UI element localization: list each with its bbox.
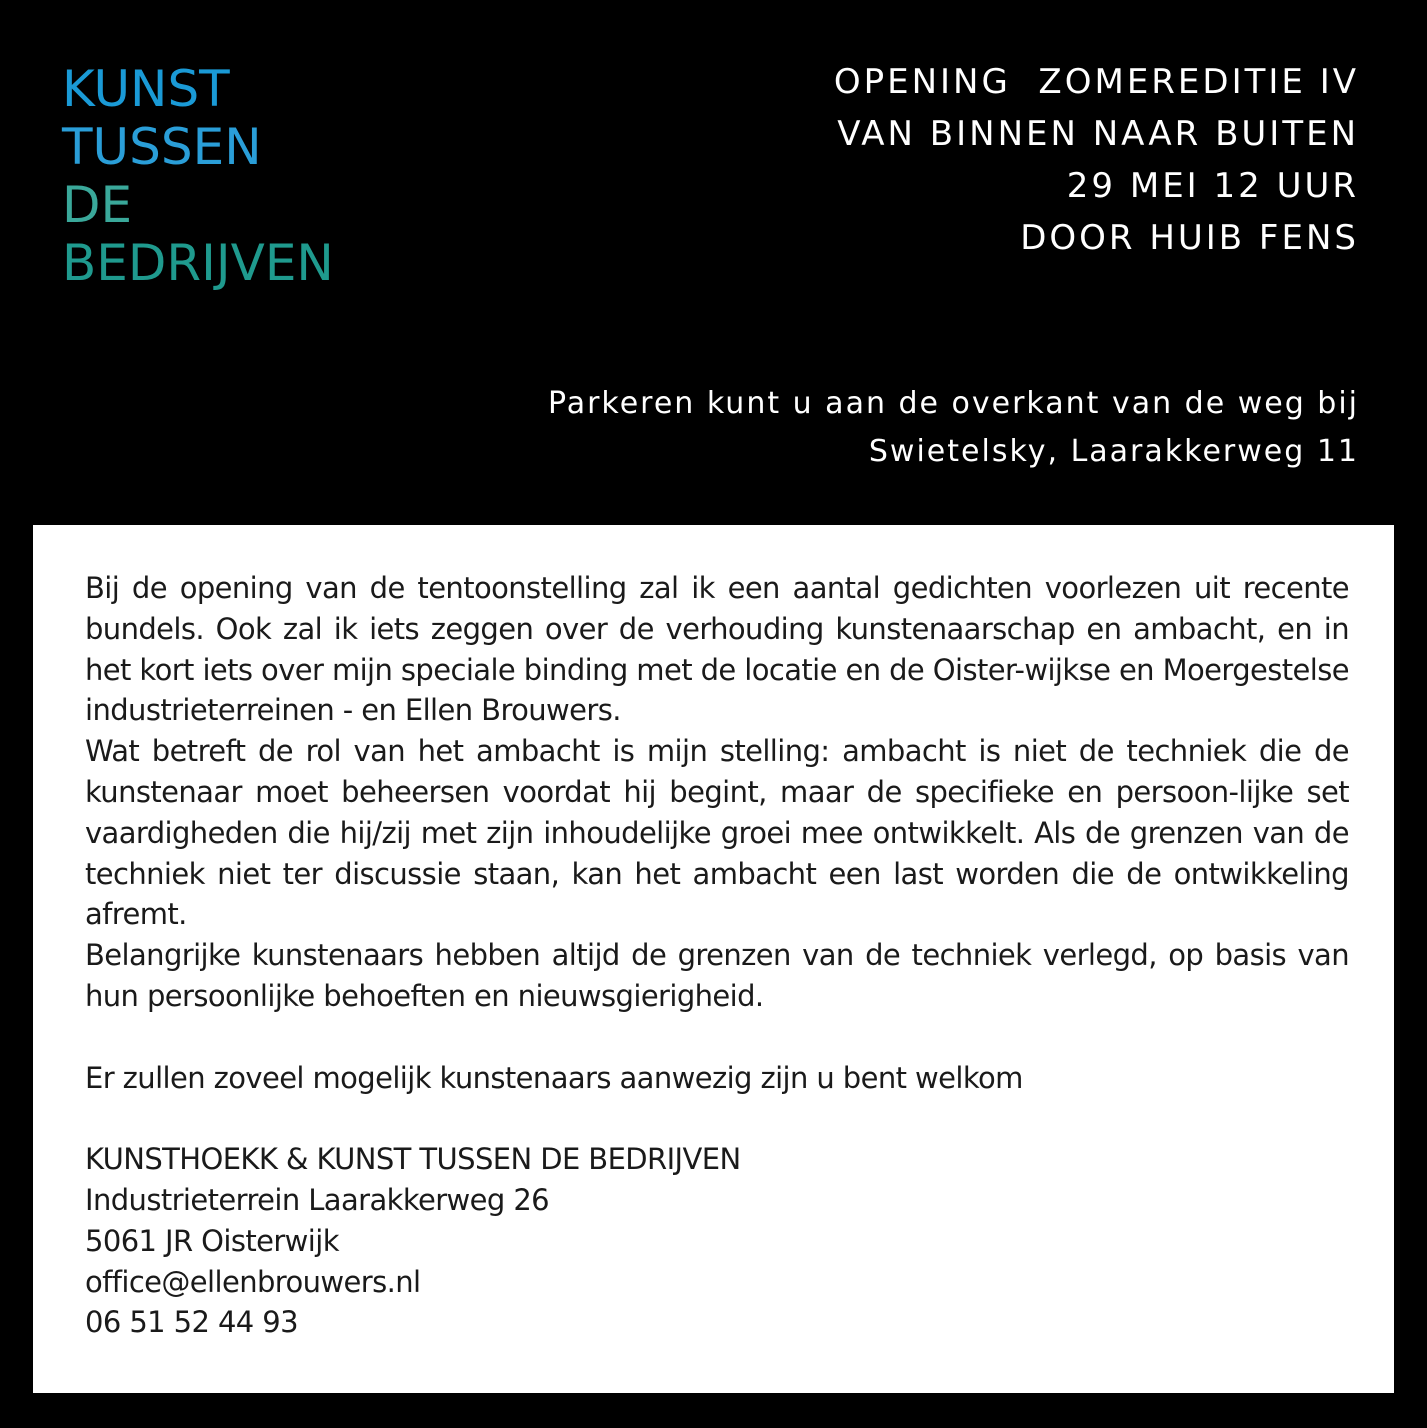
parking-info — [548, 380, 1359, 476]
announcement-speaker: DOOR HUIB FENS — [1020, 218, 1359, 258]
paragraph-opening: Bij de opening van de tentoonstelling zal ik een aantal gedichten voorlezen uit recente bundels. Ook zal ik iets zeggen over de verhouding kunstenaarschap en ambacht, en in het kort iets over mijn speciale binding met de locatie en de Oister-wijkse en Moergestelse industrieterreinen - en Ellen Brouwers. — [85, 571, 1349, 728]
content-body — [85, 568, 1349, 1343]
spacer — [85, 1017, 1349, 1058]
content-panel — [33, 525, 1394, 1393]
contact-block — [85, 1139, 1349, 1343]
welcome-text: Er zullen zoveel mogelijk kunstenaars aanwezig zijn u bent welkom — [85, 1060, 1023, 1095]
contact-organization: KUNSTHOEKK & KUNST TUSSEN DE BEDRIJVEN — [85, 1142, 741, 1177]
spacer — [85, 1098, 1349, 1139]
logo-line-kunst: KUNST — [62, 60, 230, 118]
parking-line-1: Parkeren kunt u aan de overkant van de weg bij — [547, 386, 1359, 421]
paragraph-craft: Wat betreft de rol van het ambacht is mijn stelling: ambacht is niet de techniek die de kunstenaar moet beheersen voordat hij begint, maar de specifieke en persoon-lijke set vaardigheden die hij/zij met zijn inhoudelijke groei mee ontwikkelt. Als de grenzen van de techniek niet ter discussie staan, kan het ambacht een last worden die de ontwikkeling afremt. — [85, 734, 1349, 932]
announcement-subtitle: VAN BINNEN NAAR BUITEN — [837, 114, 1359, 154]
announcement-title: OPENING ZOMEREDITIE IV — [833, 62, 1359, 102]
contact-street: Industrieterrein Laarakkerweg 26 — [85, 1182, 550, 1217]
contact-email[interactable]: office@ellenbrouwers.nl — [85, 1264, 421, 1299]
logo-line-de: DE — [62, 176, 133, 234]
paragraph-artists: Belangrijke kunstenaars hebben altijd de grenzen van de techniek verlegd, op basis van hun persoonlijke behoeften en nieuwsgierigheid. — [85, 938, 1349, 1013]
logo-line-tussen: TUSSEN — [62, 118, 262, 176]
announcement-date: 29 MEI 12 UUR — [1066, 166, 1359, 206]
contact-city: 5061 JR Oisterwijk — [85, 1223, 339, 1258]
parking-line-2: Swietelsky, Laarakkerweg 11 — [868, 434, 1359, 469]
opening-announcement — [834, 56, 1359, 264]
logo-line-bedrijven: BEDRIJVEN — [62, 234, 334, 292]
contact-phone[interactable]: 06 51 52 44 93 — [85, 1305, 298, 1340]
logo — [62, 60, 334, 292]
